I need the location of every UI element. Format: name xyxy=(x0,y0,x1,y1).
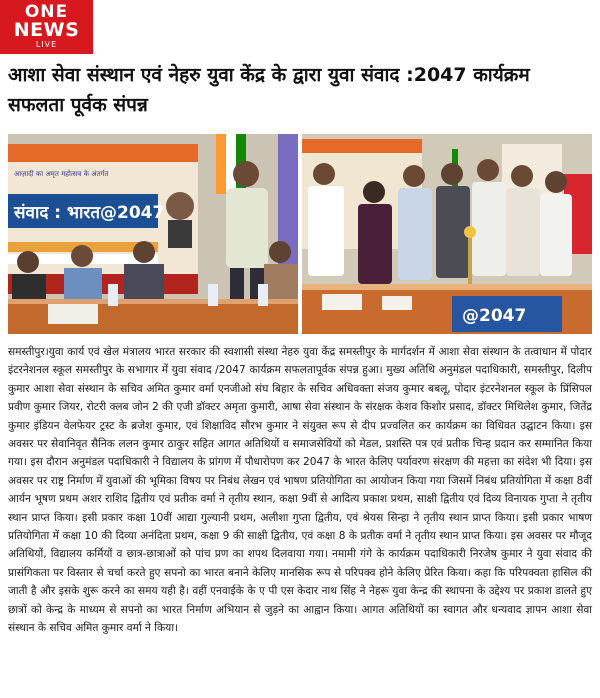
one-news-live-logo[interactable] xyxy=(0,0,93,54)
logo-line-one: ONE xyxy=(24,2,69,22)
banner-title: संवाद : भारत@2047 xyxy=(14,203,165,223)
banner-small-line: आज़ादी का अमृत महोत्सव के अंतर्गत xyxy=(14,170,109,178)
event-photo-stage xyxy=(8,134,298,334)
logo-line-live: LIVE xyxy=(35,40,58,49)
banner-title-2047: @2047 xyxy=(462,306,527,326)
article-body: समस्तीपुर।युवा कार्य एवं खेल मंत्रालय भारत सरकार की स्वशासी संस्था नेहरु युवा केंद्र समस्तीपुर के मार्गदर्शन में आशा सेवा संस्थान के तत्वाधान में पोदार इंटरनेशनल स्कूल समस्तीपुर के सभागार में युवा संवाद /2047 कार्यक्रम सफलतापूर्वक संपन्न हुआ। मुख्य अतिथि अनुमंडल पदाधिकारी, समस्तीपुर, दिलीप कुमार आशा सेवा संस्थान के सचिव अमित कुमार वर्मा एनजीओ संघ बिहार के सचिव अधिवक्ता संजय कुमार बबलू, पोदार इंटरनेशनल स्कूल के प्रिंसिपल प्रवीण कुमार जियर, रोटरी क्लब जोन 2 की एजी डॉक्टर अमृता कुमारी, आषा सेवा संस्थान के संरक्षक केशव किशोर प्रसाद, डॉक्टर मिथिलेश कुमार, जितेंद्र कुमार इंडियन वेलफेयर ट्रस्ट के ब्रजेश कुमार, एवं शिक्षाविद सौरभ कुमार ने संयुक्त रूप से दीप प्रज्वलित कर कार्यक्रम का विधिवत उद्घाटन किया। इस अवसर पर सेवानिवृत सैनिक ललन कुमार ठाकुर सहित आगत अतिथियों व समाजसेवियों को मेडल, प्रशस्ति पत्र एवं प्रतीक चिन्ह प्रदान कर सम्मानित किया गया। इस दौरान अनुमंडल पदाधिकारी ने विद्यालय के प्रांगण में पौधारोपण कर 2047 के भारत केलिए पर्यावरण संरक्षण की महत्ता का संदेश भी दिया। इस अवसर पर राष्ट्र निर्माण में युवाओं की भूमिका विषय पर निबंध लेखन एवं भाषण प्रतियोगिता का आयोजन किया गया जिसमें निबंध प्रतियोगिता में कक्षा 8वीं आर्यन भूषण प्रथम अशर राशिद द्वितीय एवं प्रतीक वर्मा ने तृतीय स्थान, कक्षा 9वीं से आदित्य प्रकाश प्रथम, साक्षी द्वितीय एवं दिव्य विनायक गुप्ता ने तृतीय स्थान प्राप्त किया। इसी प्रकार कक्षा 10वीं आद्या गुल्यानी प्रथम, अलीशा गुप्ता द्वितीय, एवं श्रेयस सिन्हा ने तृतीय स्थान प्राप्त किया। इसी प्रकार भाषण प्रतियोगिता में कक्षा 10 की दिव्या अनंदिता प्रथम, कक्षा 9 की साक्षी द्वितीय, एवं कक्षा 8 के प्रतीक वर्मा ने तृतीय स्थान प्राप्त किया। इस अवसर पर मौजूद अतिथियों, विद्यालय कर्मियों व छात्र-छात्राओं को पांच प्रण का शपथ दिलवाया गया। नमामी गंगे के कार्यक्रम पदाधिकारी निरजेष कुमार ने युवा संवाद की प्रासंगिकता पर विस्तार से चर्चा करते हुए सपनो का भारत बनाने केलिए मानसिक रूप से परिपक्व होने केलिए प्रेरित किया। कहा कि परिपक्वता हासिल की जाती है और इसके शुरू करने का समय यही है। वहीं एनवाईके के ए पी एस केदार नाथ सिंह ने नेहरू युवा केन्द्र की स्थापना के उद्देश्य पर प्रकाश डालते हुए छात्रों को केन्द्र के माध्यम से सपनो का भारत निर्माण अभियान से जुड़ने का आह्वान किया। आगत अतिथियों का स्वागत और धन्यवाद ज्ञापन आशा सेवा संस्थान के सचिव अमित कुमार वर्मा ने किया। xyxy=(8,346,592,635)
event-photo-lamp-lighting-illustration xyxy=(302,134,592,334)
logo-line-news: NEWS xyxy=(13,19,80,41)
event-photo-lamp-lighting xyxy=(302,134,592,334)
event-photo-stage-illustration xyxy=(8,134,298,334)
article-headline: आशा सेवा संस्थान एवं नेहरु युवा केंद्र के द्वारा युवा संवाद :2047 कार्यक्रम सफलता पूर्वक संपन्न xyxy=(8,64,530,116)
